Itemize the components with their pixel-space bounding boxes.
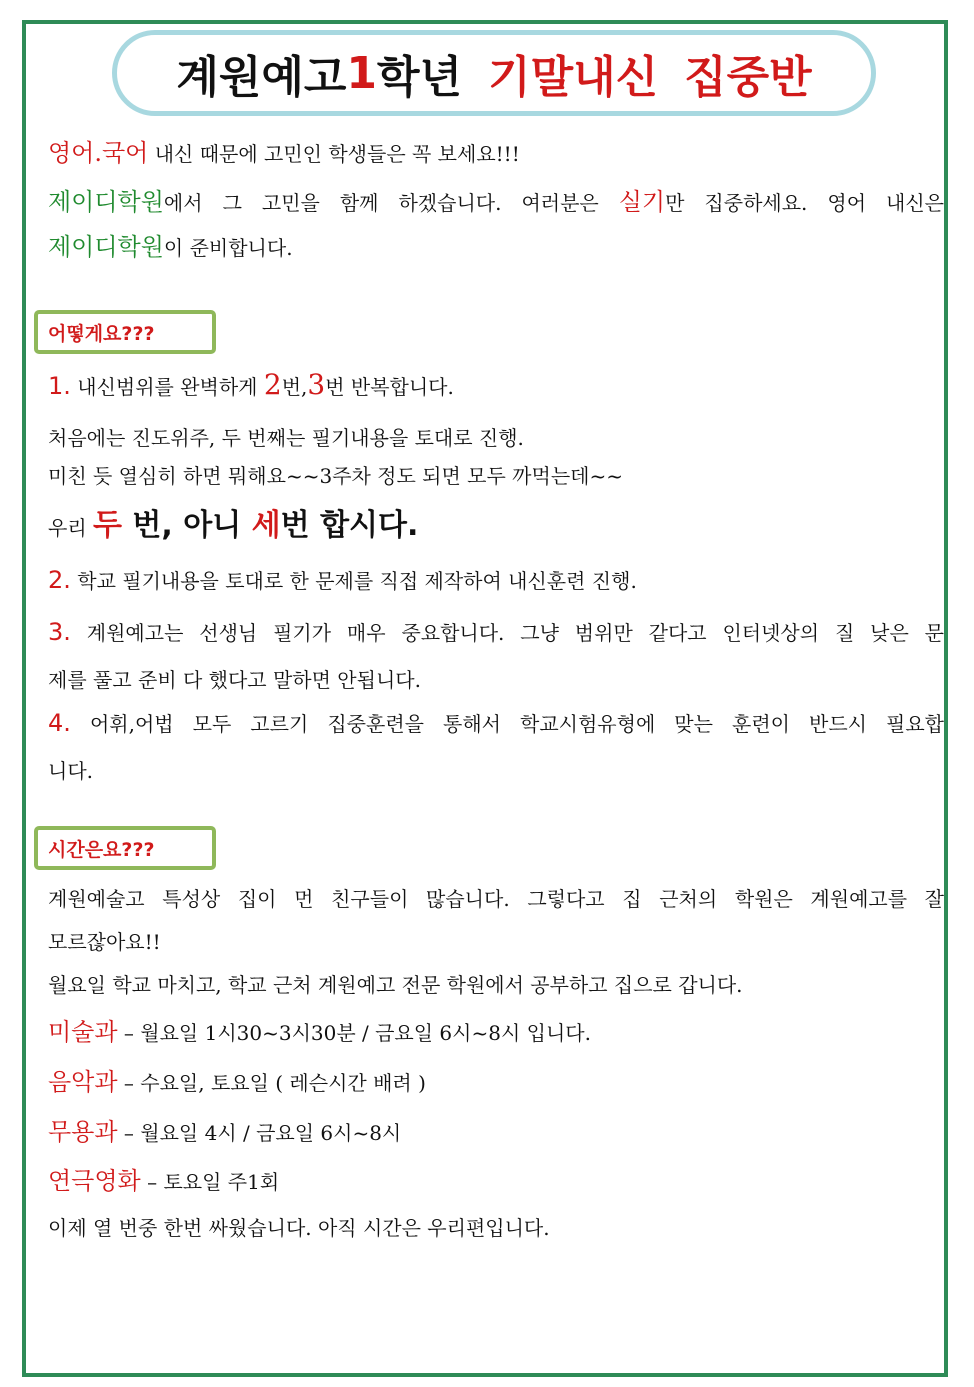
section-heading-time: 시간은요??? [34,826,216,870]
how-item-3-cont: 제를 풀고 준비 다 했다고 말하면 안됩니다. [48,668,421,692]
how-item-2: 2. 학교 필기내용을 토대로 한 문제를 직접 제작하여 내신훈련 진행. [48,566,637,594]
schedule-music: 음악과 – 수요일, 토요일 ( 레슨시간 배려 ) [48,1068,426,1096]
intro-line-3: 제이디학원이 준비합니다. [48,233,293,261]
page-title: 계원예고 1 학년 기말내신 집중반 [112,30,876,116]
how-paragraph-3: 우리 두 번, 아니 세번 합시다. [48,508,419,543]
how-paragraph-2: 미친 듯 열심히 하면 뭐해요~~3주차 정도 되면 모두 까먹는데~~ [48,464,623,488]
how-paragraph-1: 처음에는 진도위주, 두 번째는 필기내용을 토대로 진행. [48,426,524,450]
schedule-dance: 무용과 – 월요일 4시 / 금요일 6시~8시 [48,1118,402,1146]
time-paragraph-1-cont: 모르잖아요!! [48,930,161,954]
time-paragraph-2: 월요일 학교 마치고, 학교 근처 계원예고 전문 학원에서 공부하고 집으로 갑니다. [48,973,743,997]
how-item-3: 3. 계원예고는 선생님 필기가 매우 중요합니다. 그냥 범위만 같다고 인터넷상의 질 낮은 문 [48,618,944,646]
intro-line-1: 영어.국어 내신 때문에 고민인 학생들은 꼭 보세요!!! [48,139,520,167]
intro-line-2: 제이디학원에서 그 고민을 함께 하겠습니다. 여러분은 실기만 집중하세요. 영어 내신은 [48,188,944,216]
how-item-4-cont: 니다. [48,759,93,783]
schedule-art: 미술과 – 월요일 1시30~3시30분 / 금요일 6시~8시 입니다. [48,1018,591,1046]
how-item-1: 1. 내신범위를 완벽하게 2번,3번 반복합니다. [48,368,454,401]
time-paragraph-1: 계원예술고 특성상 집이 먼 친구들이 많습니다. 그렇다고 집 근처의 학원은 계원예고를 잘 [48,887,944,911]
how-item-4: 4. 어휘,어법 모두 고르기 집중훈련을 통해서 학교시험유형에 맞는 훈련이 반드시 필요합 [48,709,944,737]
section-heading-how: 어떻게요??? [34,310,216,354]
schedule-theater-film: 연극영화 – 토요일 주1회 [48,1167,280,1195]
closing-text: 이제 열 번중 한번 싸웠습니다. 아직 시간은 우리편입니다. [48,1216,550,1240]
